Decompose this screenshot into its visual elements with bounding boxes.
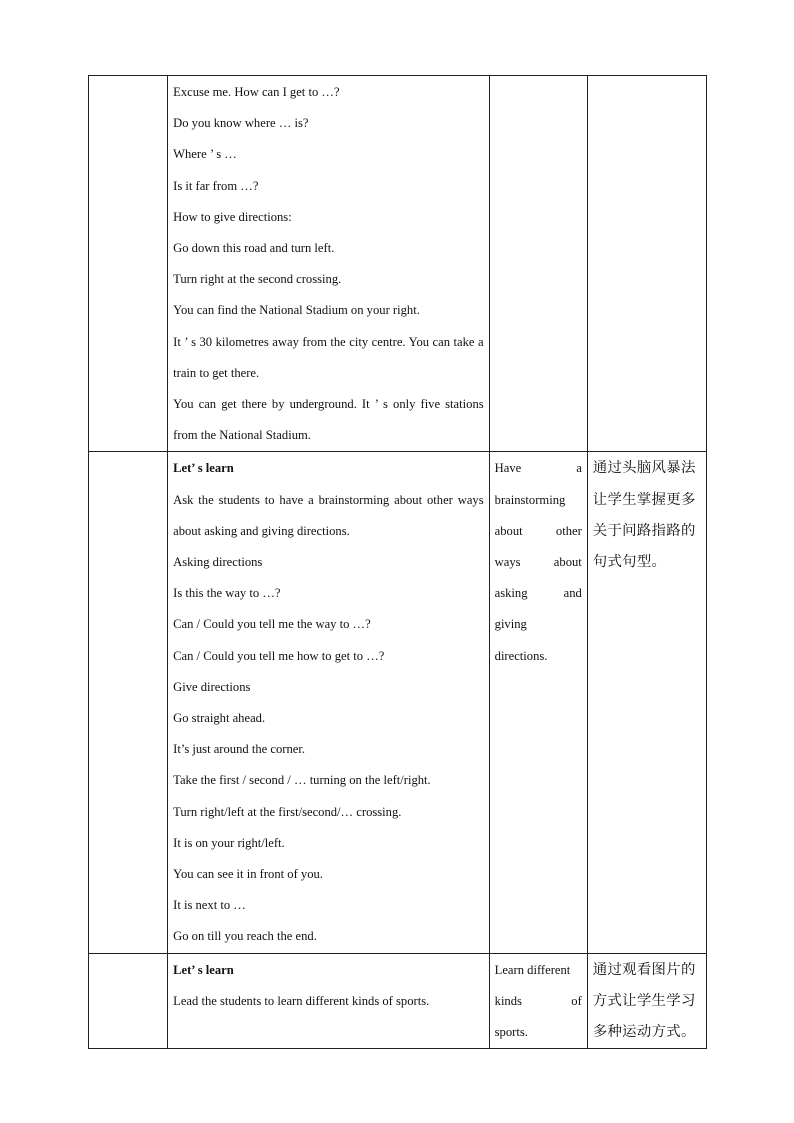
activity-line: about other [494, 523, 582, 538]
activity-line: giving [494, 617, 527, 632]
procedure-line: How to give directions: [173, 209, 292, 224]
procedure-paragraph: You can get there by underground. It ’ s only five stations from the National Stadium. [173, 397, 484, 443]
procedure-line: Where ’ s … [173, 147, 237, 162]
section-heading: Let’ s learn [173, 962, 234, 977]
purpose-text: 通过观看图片的方式让学生学习多种运动方式。 [592, 961, 696, 1041]
procedure-line: Give directions [173, 679, 251, 694]
activity-line: asking and [494, 586, 582, 601]
purpose-cell [587, 76, 706, 452]
activity-line: directions. [494, 648, 548, 663]
procedure-line: Can / Could you tell me how to get to …? [173, 648, 385, 663]
procedure-cell [168, 452, 490, 953]
activity-line: sports. [494, 1025, 528, 1040]
section-heading: Let’ s learn [173, 461, 234, 476]
activity-line: ways about [494, 555, 582, 570]
procedure-line: Take the first / second / … turning on the left/right. [173, 773, 431, 788]
procedure-line: Excuse me. How can I get to …? [173, 85, 340, 99]
procedure-line: It is on your right/left. [173, 835, 285, 850]
procedure-line: Can / Could you tell me the way to …? [173, 617, 371, 632]
procedure-line: It’s just around the corner. [173, 742, 305, 757]
procedure-paragraph: It ’ s 30 kilometres away from the city centre. You can take a train to get there. [173, 334, 484, 380]
procedure-line: You can find the National Stadium on your right. [173, 303, 420, 318]
procedure-line: Go straight ahead. [173, 711, 266, 726]
procedure-line: Asking directions [173, 555, 263, 570]
procedure-line: Go on till you reach the end. [173, 929, 317, 944]
procedure-line: Turn right/left at the first/second/… crossing. [173, 804, 402, 819]
procedure-cell [168, 76, 490, 452]
procedure-paragraph: Ask the students to have a brainstorming about other ways about asking and giving directions. [173, 492, 484, 538]
purpose-text: 通过头脑风暴法让学生掌握更多关于问路指路的句式句型。 [592, 460, 696, 571]
activity-line: kinds of [494, 993, 582, 1008]
table-row [89, 452, 707, 953]
step-cell [89, 76, 168, 452]
activity-line: Learn different [494, 962, 571, 977]
activity-cell [489, 452, 587, 953]
step-cell [89, 953, 168, 1049]
procedure-line: Go down this road and turn left. [173, 241, 335, 256]
procedure-line: Do you know where … is? [173, 116, 309, 131]
procedure-line: You can see it in front of you. [173, 867, 323, 882]
procedure-line: Lead the students to learn different kinds of sports. [173, 993, 430, 1008]
step-cell [89, 452, 168, 953]
procedure-line: Is it far from …? [173, 178, 259, 193]
procedure-cell [168, 953, 490, 1049]
procedure-line: Is this the way to …? [173, 586, 281, 601]
activity-cell [489, 953, 587, 1049]
purpose-cell [587, 953, 706, 1049]
activity-cell [489, 76, 587, 452]
activity-line: Have a [494, 461, 582, 476]
table-row [89, 76, 707, 452]
purpose-cell [587, 452, 706, 953]
activity-line: brainstorming [494, 492, 566, 507]
lesson-plan-table [88, 75, 707, 1049]
procedure-line: Turn right at the second crossing. [173, 272, 342, 287]
procedure-line: It is next to … [173, 898, 246, 913]
table-row [89, 953, 707, 1049]
